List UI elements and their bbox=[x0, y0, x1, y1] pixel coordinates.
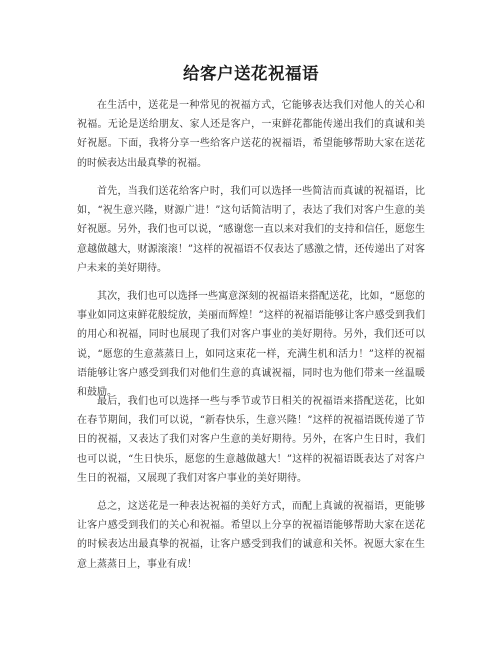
paragraph-intro: 在生活中，送花是一种常见的祝福方式，它能够表达我们对他人的关心和祝福。无论是送给朋友、家人还是客户，一束鲜花都能传递出我们的真诚和美好祝愿。下面，我将分享一些给客户送花的祝福语，希望能够帮助大家在送花的时候表达出最真挚的祝福。 bbox=[77, 100, 425, 169]
paragraph-summary: 总之，这送花是一种表达祝福的美好方式，而配上真诚的祝福语，更能够让客户感受到我们的关心和祝福。希望以上分享的祝福语能够帮助大家在送花的时候表达出最真挚的祝福，让客户感受到我们的诚意和关怀。祝愿大家在生意上蒸蒸日上，事业有成！ bbox=[77, 501, 425, 570]
paragraph-second: 其次，我们也可以选择一些寓意深刻的祝福语来搭配送花，比如，“愿您的事业如同这束鲜花般绽放，美丽而辉煌！”这样的祝福语能够让客户感受到我们的用心和祝福，同时也展现了我们对客户事业的美好期待。另外，我们还可以说，“愿您的生意蒸蒸日上，如同这束花一样，充满生机和活力！”这样的祝福语能够让客户感受到我们对他们生意的真诚祝福，同时也为他们带来一丝温暖和鼓励。 bbox=[77, 291, 425, 399]
paragraph-last: 最后，我们也可以选择一些与季节或节日相关的祝福语来搭配送花，比如在春节期间，我们可以说，“新春快乐，生意兴隆！”这样的祝福语既传递了节日的祝福，又表达了我们对客户生意的美好期待。另外，在客户生日时，我们也可以说，“生日快乐，愿您的生意越做越大！”这样的祝福语既表达了对客户生日的祝福，又展现了我们对客户事业的美好期待。 bbox=[77, 396, 425, 484]
paragraph-first: 首先，当我们送花给客户时，我们可以选择一些简洁而真诚的祝福语，比如，“祝生意兴隆，财源广进！”这句话简洁明了，表达了我们对客户生意的美好祝愿。另外，我们也可以说，“感谢您一直以来对我们的支持和信任，愿您生意越做越大，财源滚滚！”这样的祝福语不仅表达了感激之情，还传递出了对客户未来的美好期待。 bbox=[77, 186, 425, 274]
document-title: 给客户送花祝福语 bbox=[183, 64, 319, 83]
